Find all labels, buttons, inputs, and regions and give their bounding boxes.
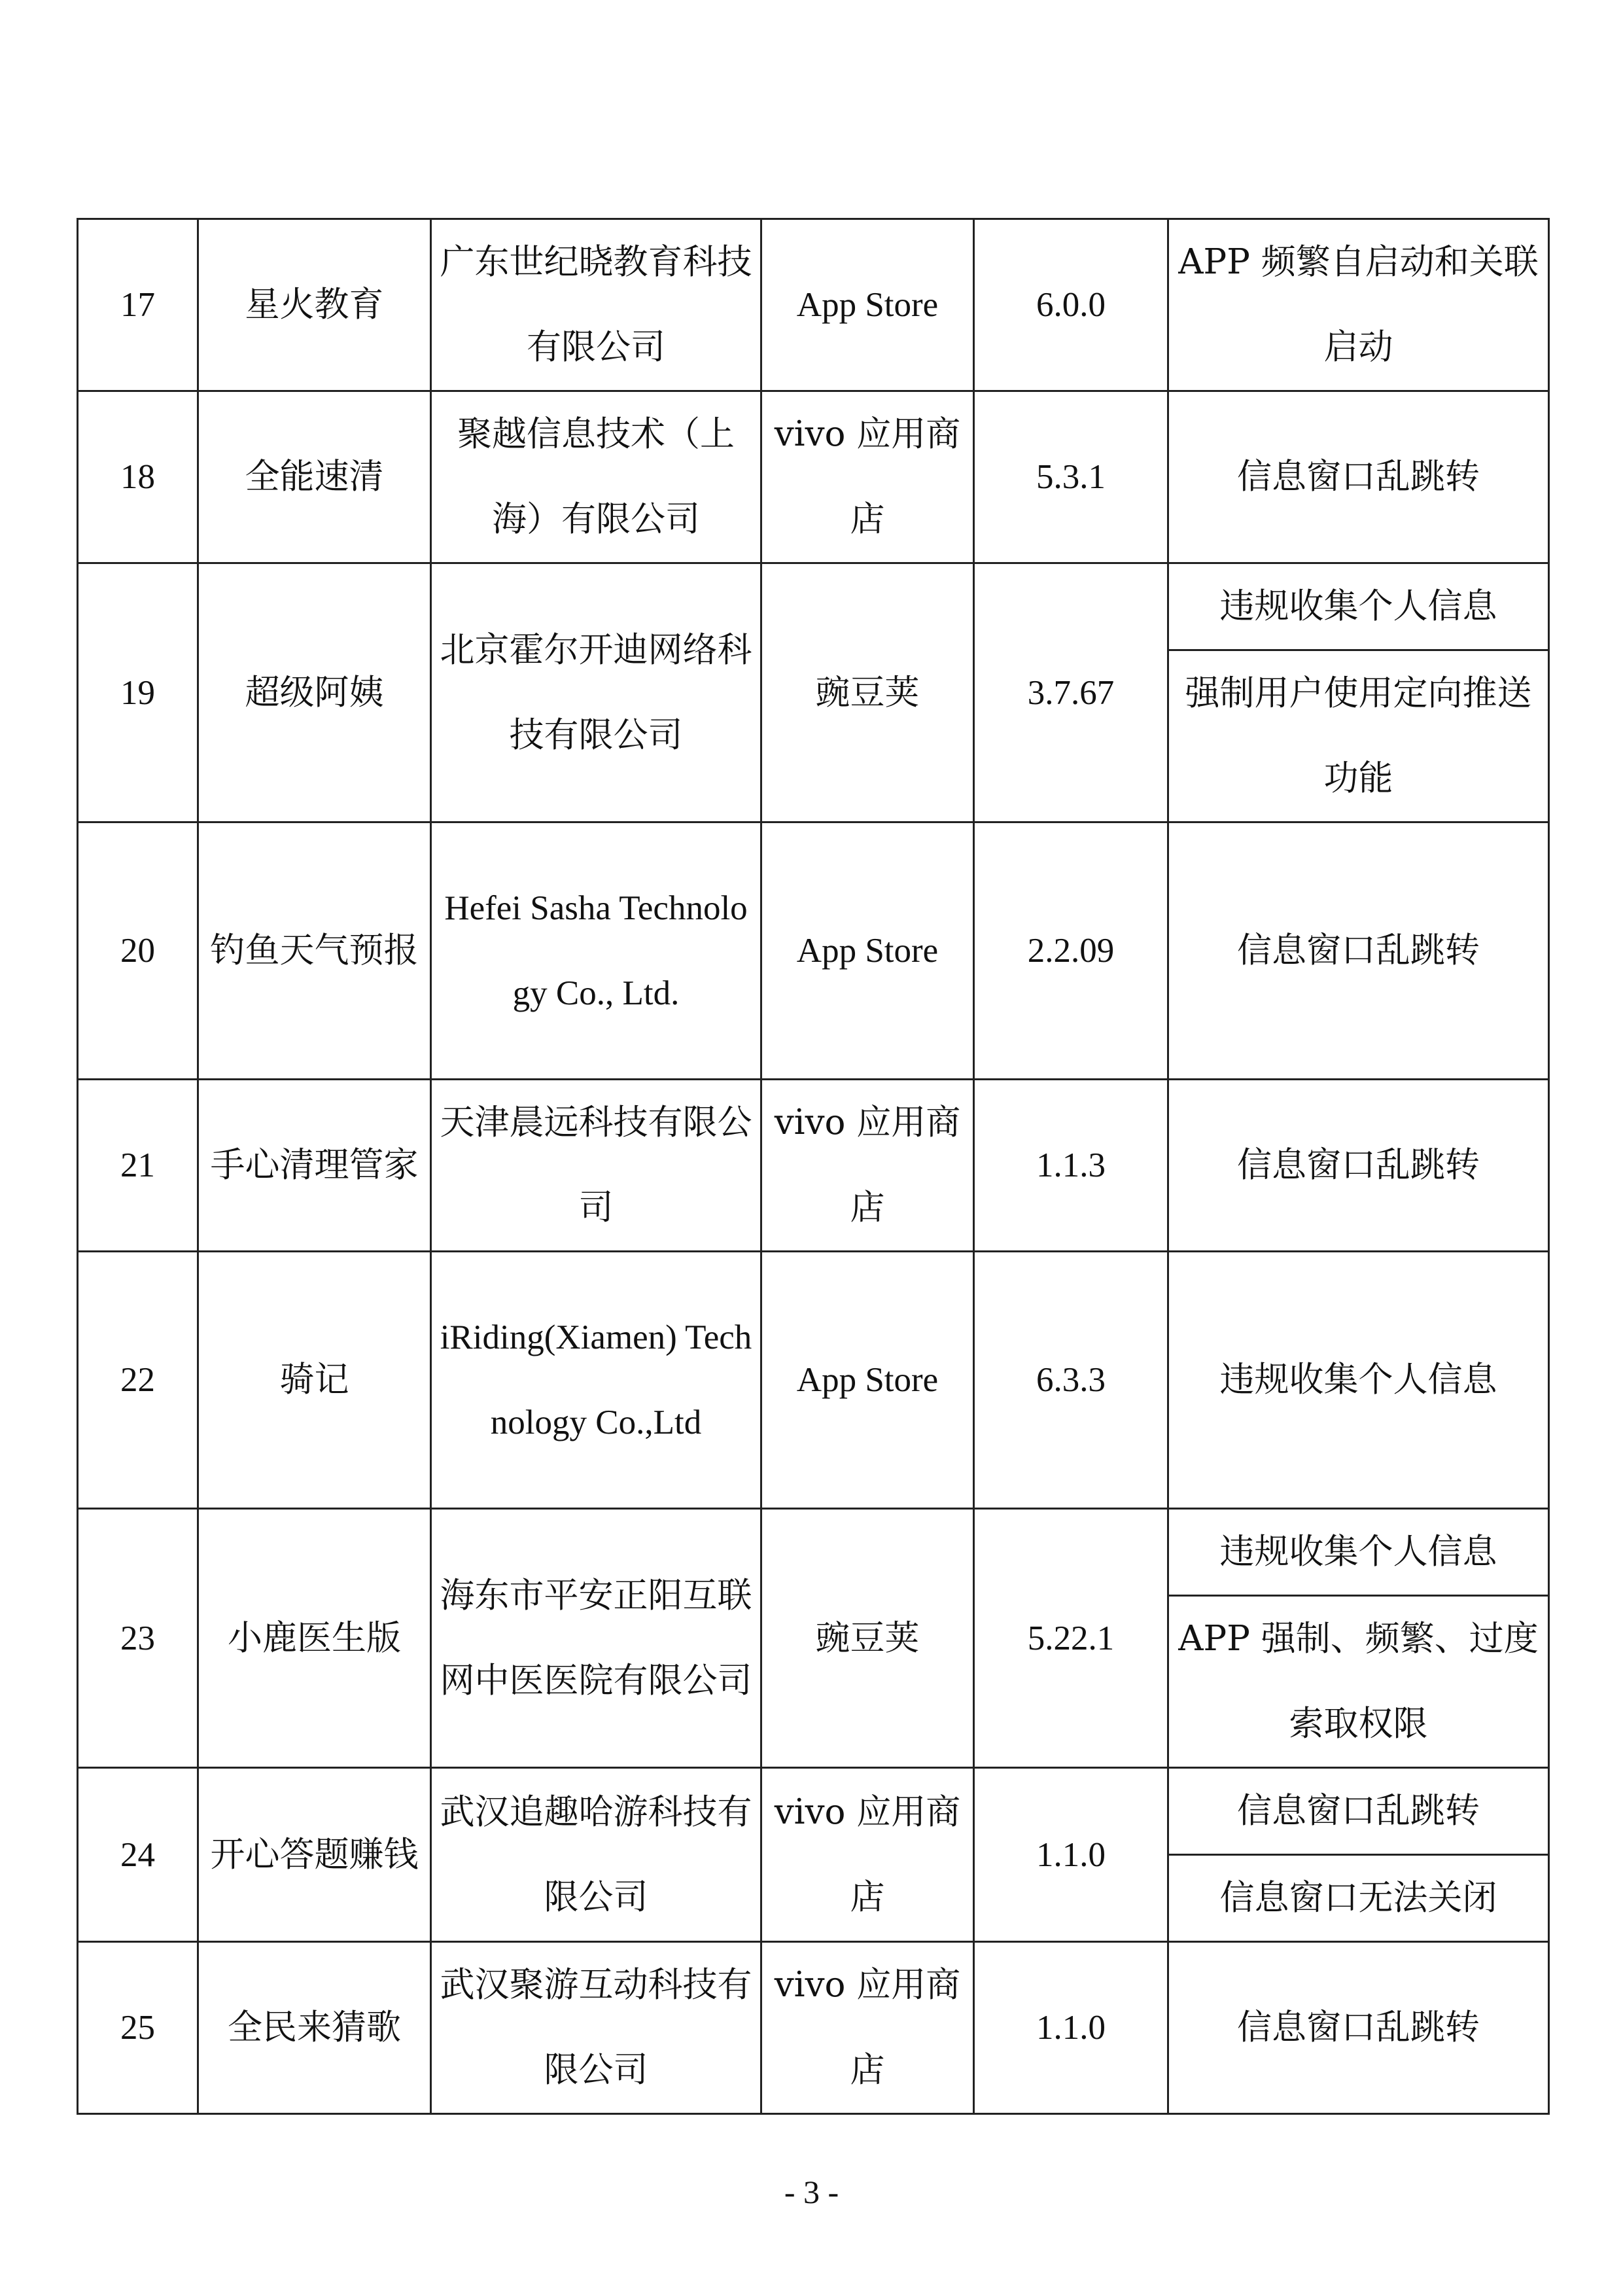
table-row — [78, 1080, 1549, 1252]
table-row — [78, 391, 1549, 563]
developer-company: 海东市平安正阳互联网中医医院有限公司 — [431, 1509, 761, 1768]
app-name: 全民来猜歌 — [198, 1942, 431, 2114]
issues-cell — [1168, 1080, 1549, 1252]
row-number: 22 — [78, 1252, 198, 1509]
row-number: 19 — [78, 563, 198, 822]
row-number: 23 — [78, 1509, 198, 1768]
table-row — [78, 1942, 1549, 2114]
issue-text: 信息窗口乱跳转 — [1237, 930, 1480, 970]
app-store: 豌豆荚 — [761, 563, 974, 822]
table-row — [78, 822, 1549, 1080]
app-version: 1.1.3 — [974, 1080, 1168, 1252]
table-row — [78, 219, 1549, 391]
table-row — [78, 1509, 1549, 1768]
issues-cell — [1168, 563, 1549, 822]
issues-cell — [1168, 1509, 1549, 1768]
developer-company: 北京霍尔开迪网络科技有限公司 — [431, 563, 761, 822]
row-number: 24 — [78, 1768, 198, 1942]
developer-company: Hefei Sasha Technology Co., Ltd. — [431, 822, 761, 1080]
issue-text: APP 强制、频繁、过度索取权限 — [1169, 1595, 1548, 1767]
issue-text: 违规收集个人信息 — [1219, 586, 1497, 626]
app-store: App Store — [761, 822, 974, 1080]
developer-company: iRiding(Xiamen) Technology Co.,Ltd — [431, 1252, 761, 1509]
table-row — [78, 1768, 1549, 1942]
issues-cell — [1168, 822, 1549, 1080]
app-store: App Store — [761, 219, 974, 391]
app-violation-table — [77, 218, 1550, 2115]
issue-text: 信息窗口乱跳转 — [1237, 2007, 1480, 2047]
app-store: vivo 应用商店 — [761, 1768, 974, 1942]
issues-cell — [1168, 1252, 1549, 1509]
row-number: 25 — [78, 1942, 198, 2114]
app-version: 3.7.67 — [974, 563, 1168, 822]
app-store: vivo 应用商店 — [761, 391, 974, 563]
app-name: 骑记 — [198, 1252, 431, 1509]
row-number: 18 — [78, 391, 198, 563]
issue-text: 信息窗口无法关闭 — [1169, 1854, 1548, 1941]
app-version: 6.0.0 — [974, 219, 1168, 391]
app-name: 全能速清 — [198, 391, 431, 563]
app-version: 5.22.1 — [974, 1509, 1168, 1768]
issues-cell — [1168, 1942, 1549, 2114]
issues-cell — [1168, 219, 1549, 391]
app-store: 豌豆荚 — [761, 1509, 974, 1768]
issue-text: APP 频繁自启动和关联启动 — [1178, 242, 1539, 367]
issue-text: 违规收集个人信息 — [1219, 1532, 1497, 1572]
app-version: 1.1.0 — [974, 1942, 1168, 2114]
app-store: App Store — [761, 1252, 974, 1509]
app-version: 2.2.09 — [974, 822, 1168, 1080]
app-name: 手心清理管家 — [198, 1080, 431, 1252]
developer-company: 武汉追趣哈游科技有限公司 — [431, 1768, 761, 1942]
row-number: 21 — [78, 1080, 198, 1252]
page-number: - 3 - — [784, 2174, 839, 2210]
issue-text: 信息窗口乱跳转 — [1237, 457, 1480, 497]
app-store: vivo 应用商店 — [761, 1942, 974, 2114]
app-name: 钓鱼天气预报 — [198, 822, 431, 1080]
issues-cell — [1168, 391, 1549, 563]
issues-cell — [1168, 1768, 1549, 1942]
row-number: 17 — [78, 219, 198, 391]
issue-text: 违规收集个人信息 — [1219, 1360, 1497, 1400]
app-version: 1.1.0 — [974, 1768, 1168, 1942]
developer-company: 武汉聚游互动科技有限公司 — [431, 1942, 761, 2114]
table-row — [78, 563, 1549, 822]
developer-company: 聚越信息技术（上海）有限公司 — [431, 391, 761, 563]
developer-company: 广东世纪晓教育科技有限公司 — [431, 219, 761, 391]
issue-text: 信息窗口乱跳转 — [1237, 1145, 1480, 1185]
table-row — [78, 1252, 1549, 1509]
issue-text: 信息窗口乱跳转 — [1237, 1791, 1480, 1831]
app-name: 开心答题赚钱 — [198, 1768, 431, 1942]
app-name: 小鹿医生版 — [198, 1509, 431, 1768]
app-name: 星火教育 — [198, 219, 431, 391]
row-number: 20 — [78, 822, 198, 1080]
app-name: 超级阿姨 — [198, 563, 431, 822]
app-version: 5.3.1 — [974, 391, 1168, 563]
app-store: vivo 应用商店 — [761, 1080, 974, 1252]
issue-text: 强制用户使用定向推送功能 — [1169, 649, 1548, 821]
app-version: 6.3.3 — [974, 1252, 1168, 1509]
developer-company: 天津晨远科技有限公司 — [431, 1080, 761, 1252]
